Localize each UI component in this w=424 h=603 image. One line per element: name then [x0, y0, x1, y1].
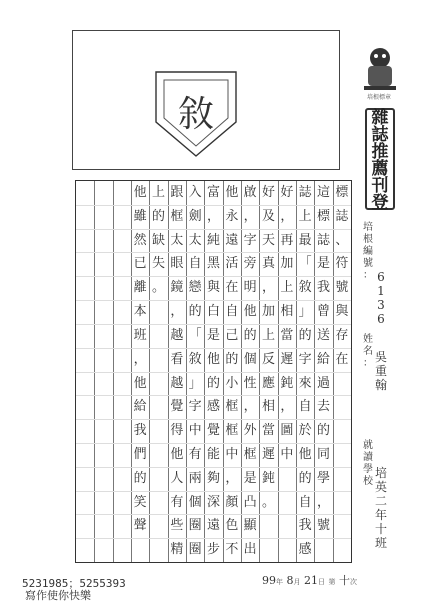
handwritten-char: 在 — [225, 280, 239, 296]
text-column — [168, 181, 186, 562]
handwritten-char: 曾 — [316, 304, 330, 320]
handwritten-char: 黑 — [206, 256, 220, 272]
handwritten-char: 當 — [280, 327, 294, 343]
handwritten-char: 明 — [243, 280, 257, 296]
handwritten-char: 感 — [298, 542, 312, 558]
handwritten-char: 標 — [335, 185, 349, 200]
title-character: 敘 — [177, 94, 214, 135]
student-name-label: 姓 名 ： — [363, 334, 373, 369]
handwritten-char: 們 — [133, 446, 147, 462]
text-column — [314, 181, 332, 538]
handwritten-char: 已 — [133, 256, 147, 272]
handwritten-char: 號 — [316, 518, 330, 534]
handwritten-char: 遠 — [225, 232, 239, 248]
handwritten-char: 他 — [298, 446, 312, 462]
handwritten-char: 覺 — [206, 423, 220, 439]
handwritten-char: 中 — [188, 423, 202, 439]
handwritten-char: 深 — [206, 494, 220, 510]
handwritten-char: 聲 — [133, 518, 147, 534]
handwritten-char: 己 — [225, 327, 239, 343]
handwritten-char: 誌 — [316, 232, 330, 248]
handwritten-char: ， — [243, 399, 257, 415]
handwritten-char: 誌 — [335, 208, 349, 224]
handwritten-char: 字 — [298, 351, 312, 367]
handwritten-char: 」 — [298, 304, 312, 320]
handwritten-char: 敘 — [188, 351, 202, 367]
handwritten-char: ， — [170, 304, 184, 320]
handwritten-char: 遲 — [261, 446, 275, 462]
handwritten-char: 框 — [243, 446, 257, 462]
handwritten-char: 是 — [316, 256, 330, 272]
handwritten-char: 反 — [261, 351, 275, 367]
handwritten-char: 加 — [261, 304, 275, 320]
teacher-number-label: 培 根 編 號 ： — [363, 222, 373, 281]
handwritten-char: 」 — [188, 375, 202, 391]
handwritten-char: 自 — [188, 256, 202, 272]
text-column — [223, 181, 241, 562]
handwritten-char: 學 — [316, 470, 330, 486]
handwritten-char: 是 — [243, 470, 257, 486]
handwritten-char: 有 — [170, 494, 184, 510]
handwritten-char: 出 — [243, 542, 257, 558]
teacher-number-value: 6 1 3 6 — [377, 270, 385, 326]
handwritten-char: 的 — [243, 327, 257, 343]
logo-icon — [358, 42, 402, 94]
text-column — [296, 181, 314, 562]
handwritten-char: 太 — [188, 232, 202, 248]
handwritten-char: 的 — [133, 470, 147, 486]
handwritten-char: 遲 — [280, 351, 294, 367]
handwritten-char: 自 — [298, 399, 312, 415]
issue-number: 十 — [339, 574, 350, 587]
handwritten-char: 框 — [170, 208, 184, 224]
handwritten-char: 號 — [335, 280, 349, 296]
date-line: 99年 8月 21日 第 十次 — [262, 574, 357, 587]
handwritten-char: 應 — [261, 375, 275, 391]
handwritten-char: 的 — [225, 351, 239, 367]
handwritten-char: 太 — [170, 232, 184, 248]
handwritten-char: 給 — [133, 399, 147, 415]
handwritten-char: 他 — [133, 185, 147, 200]
handwritten-char: 的 — [188, 304, 202, 320]
handwritten-char: 鈍 — [261, 470, 275, 486]
handwritten-char: 個 — [243, 351, 257, 367]
handwritten-char: 夠 — [206, 470, 220, 486]
handwritten-char: 顏 — [225, 494, 239, 510]
text-column — [204, 181, 222, 562]
handwritten-char: 啟 — [243, 185, 257, 200]
date-day: 21 — [304, 574, 318, 587]
text-column — [259, 181, 277, 514]
handwritten-char: 及 — [261, 208, 275, 224]
handwritten-char: 不 — [225, 542, 239, 558]
handwritten-char: 覺 — [170, 399, 184, 415]
handwritten-char: 雖 — [133, 208, 147, 224]
handwritten-char: 給 — [316, 351, 330, 367]
handwritten-char: 越 — [170, 327, 184, 343]
handwritten-char: 笑 — [133, 494, 147, 510]
handwritten-char: 本 — [133, 304, 147, 320]
handwritten-char: 、 — [335, 232, 349, 248]
handwritten-char: 富 — [206, 185, 220, 200]
handwritten-char: 我 — [316, 280, 330, 296]
handwritten-char: 標 — [316, 208, 330, 224]
handwritten-char: 我 — [133, 423, 147, 439]
handwritten-char: 的 — [298, 327, 312, 343]
handwritten-char: 相 — [280, 304, 294, 320]
school-value: 培 英 二 年 十 班 — [374, 466, 387, 550]
school-label: 就 讀 學 校 — [363, 440, 373, 487]
handwritten-char: 來 — [298, 375, 312, 391]
text-column — [333, 181, 351, 372]
handwritten-char: 當 — [261, 423, 275, 439]
handwritten-char: 的 — [298, 470, 312, 486]
handwritten-char: 精 — [170, 542, 184, 558]
handwritten-char: 是 — [206, 327, 220, 343]
handwritten-char: 送 — [316, 327, 330, 343]
stamp-char: 登 — [371, 193, 389, 213]
handwritten-char: 於 — [298, 423, 312, 439]
stamp-char: 雜 — [371, 108, 389, 128]
handwritten-char: 外 — [243, 423, 257, 439]
handwritten-char: 他 — [243, 304, 257, 320]
handwritten-char: 凸 — [243, 494, 257, 510]
handwritten-char: 去 — [316, 399, 330, 415]
handwritten-char: 加 — [280, 256, 294, 272]
handwritten-char: 字 — [243, 232, 257, 248]
handwritten-char: ， — [206, 208, 220, 224]
handwritten-char: 然 — [133, 232, 147, 248]
handwritten-char: 這 — [316, 185, 330, 200]
handwritten-char: 的 — [151, 208, 165, 224]
handwritten-char: 活 — [225, 256, 239, 272]
handwritten-char: 敘 — [298, 280, 312, 296]
handwritten-char: 得 — [170, 423, 184, 439]
handwritten-char: 好 — [261, 185, 275, 200]
handwritten-char: 中 — [225, 446, 239, 462]
handwritten-char: 人 — [170, 470, 184, 486]
handwritten-char: 與 — [335, 304, 349, 320]
handwritten-char: 。 — [151, 280, 165, 296]
text-column — [186, 181, 204, 562]
handwritten-char: 入 — [188, 185, 202, 200]
handwritten-char: 自 — [225, 304, 239, 320]
handwritten-char: 個 — [188, 494, 202, 510]
handwritten-char: 能 — [206, 446, 220, 462]
handwritten-char: 字 — [188, 399, 202, 415]
text-column — [241, 181, 259, 562]
handwritten-char: 眼 — [170, 256, 184, 272]
handwritten-char: 顯 — [243, 518, 257, 534]
handwritten-char: 圈 — [188, 542, 202, 558]
logo-caption: 培根標章 — [366, 94, 391, 101]
handwritten-char: 相 — [261, 399, 275, 415]
handwritten-char: 符 — [335, 256, 349, 272]
text-column — [149, 181, 167, 300]
stamp-char: 薦 — [371, 159, 389, 179]
handwritten-char: ， — [133, 351, 147, 367]
handwritten-char: 圖 — [280, 423, 294, 439]
handwritten-char: ， — [280, 399, 294, 415]
handwritten-char: 「 — [188, 327, 202, 343]
handwritten-char: 圈 — [188, 518, 202, 534]
handwritten-char: 我 — [298, 518, 312, 534]
handwritten-char: 在 — [335, 351, 349, 367]
handwritten-char: 天 — [261, 232, 275, 248]
handwritten-char: 最 — [298, 232, 312, 248]
handwritten-char: 步 — [206, 542, 220, 558]
handwritten-char: 缺 — [151, 232, 165, 248]
footer-slogan: 寫作使你快樂 — [25, 589, 91, 602]
handwritten-char: 永 — [225, 208, 239, 224]
handwritten-char: 「 — [298, 256, 312, 272]
handwritten-char: 性 — [243, 375, 257, 391]
handwritten-char: 上 — [151, 185, 165, 200]
date-month: 8 — [286, 574, 294, 587]
handwritten-char: 自 — [298, 494, 312, 510]
handwritten-char: 白 — [206, 304, 220, 320]
handwritten-char: ， — [316, 494, 330, 510]
handwritten-char: 感 — [206, 399, 220, 415]
handwritten-char: 上 — [280, 280, 294, 296]
writing-grid — [75, 180, 352, 563]
recommend-stamp — [365, 108, 395, 213]
stamp-char: 刊 — [371, 176, 389, 196]
handwritten-char: 真 — [261, 256, 275, 272]
handwritten-char: 過 — [316, 375, 330, 391]
handwritten-char: 有 — [188, 446, 202, 462]
handwritten-char: 些 — [170, 518, 184, 534]
student-name-value: 吳 重 翰 — [374, 350, 387, 392]
handwritten-char: 班 — [133, 327, 147, 343]
handwritten-char: 他 — [170, 446, 184, 462]
handwritten-char: 戀 — [188, 280, 202, 296]
handwritten-char: ， — [243, 208, 257, 224]
handwritten-char: 鈍 — [280, 375, 294, 391]
handwritten-char: 。 — [261, 494, 275, 510]
handwritten-char: 跟 — [170, 185, 184, 200]
handwritten-char: 的 — [316, 423, 330, 439]
handwritten-char: 他 — [206, 351, 220, 367]
handwritten-char: 的 — [206, 375, 220, 391]
handwritten-char: ， — [261, 280, 275, 296]
handwritten-char: 離 — [133, 280, 147, 296]
text-column — [278, 181, 296, 467]
handwritten-char: 中 — [280, 446, 294, 462]
handwritten-char: 他 — [133, 375, 147, 391]
handwritten-char: 他 — [225, 185, 239, 200]
handwritten-char: 純 — [206, 232, 220, 248]
stamp-char: 推 — [371, 142, 389, 162]
text-column — [131, 181, 149, 538]
handwritten-char: ， — [280, 208, 294, 224]
handwritten-char: 鏡 — [170, 280, 184, 296]
handwritten-char: 小 — [225, 375, 239, 391]
handwritten-char: 上 — [298, 208, 312, 224]
handwritten-char: 遠 — [206, 518, 220, 534]
handwritten-char: 存 — [335, 327, 349, 343]
handwritten-char: ， — [225, 470, 239, 486]
footer-phone: 5231985；5255393 — [22, 577, 126, 590]
handwritten-char: 與 — [206, 280, 220, 296]
handwritten-char: 旁 — [243, 256, 257, 272]
handwritten-char: 誌 — [298, 185, 312, 200]
handwritten-char: 好 — [280, 185, 294, 200]
handwritten-char: 看 — [170, 351, 184, 367]
handwritten-char: 兩 — [188, 470, 202, 486]
handwritten-char: 框 — [225, 423, 239, 439]
date-year: 99 — [262, 574, 276, 587]
handwritten-char: 越 — [170, 375, 184, 391]
handwritten-char: 上 — [261, 327, 275, 343]
handwritten-char: 失 — [151, 256, 165, 272]
handwritten-char: 劍 — [188, 208, 202, 224]
handwritten-char: 框 — [225, 399, 239, 415]
handwritten-char: 同 — [316, 446, 330, 462]
handwritten-char: 再 — [280, 232, 294, 248]
stamp-char: 誌 — [371, 125, 389, 145]
handwritten-char: 色 — [225, 518, 239, 534]
